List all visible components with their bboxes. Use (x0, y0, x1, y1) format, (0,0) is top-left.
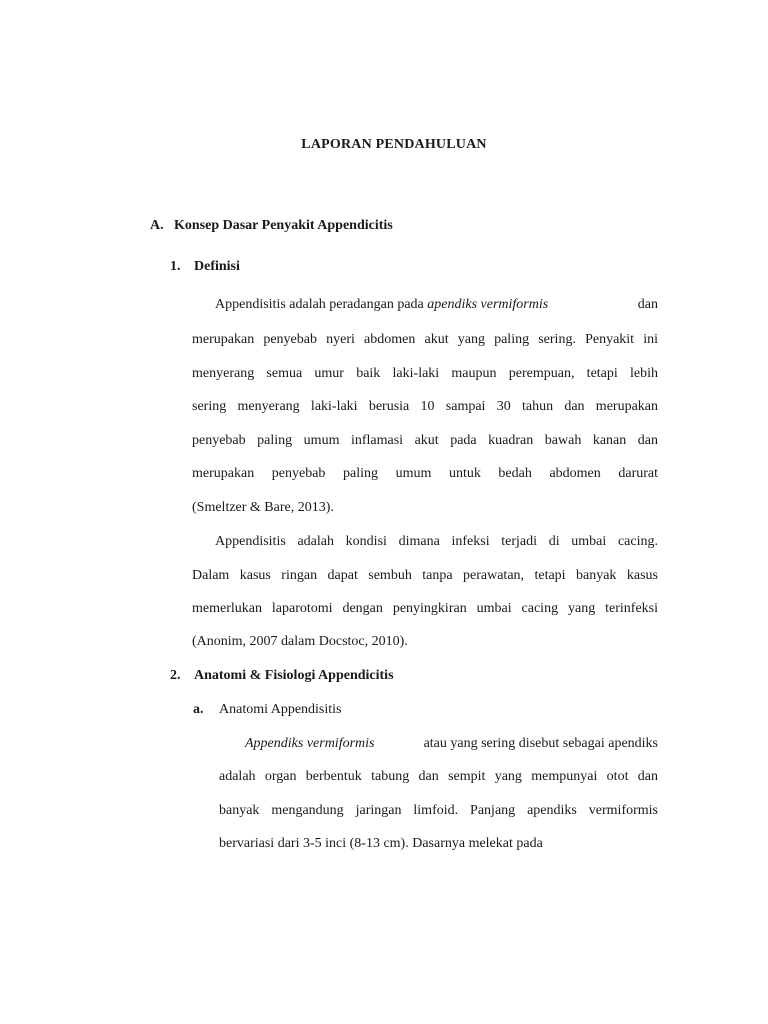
para3-line3: banyak mengandung jaringan limfoid. Panjang apendiks vermiformis (219, 803, 658, 818)
para3-line1-text: atau yang sering disebut sebagai apendiks (420, 736, 658, 751)
section-a-marker: A. (150, 218, 164, 233)
sub2-heading (170, 668, 394, 684)
para1-line4: sering menyerang laki-laki berusia 10 sampai 30 tahun dan merupakan (192, 399, 658, 414)
para1-line6: merupakan penyebab paling umum untuk bedah abdomen darurat (192, 466, 658, 481)
para1-line3: menyerang semua umur baik laki-laki maupun perempuan, tetapi lebih (192, 366, 658, 381)
sub2a-marker: a. (193, 702, 204, 717)
para1-line1-text-a: Appendisitis adalah peradangan pada (215, 297, 428, 312)
sub1-heading (170, 259, 240, 275)
para3-line1-emphasis: Appendiks vermiformis (245, 736, 375, 751)
para1-line7: (Smeltzer & Bare, 2013). (192, 500, 334, 515)
para2-line1: Appendisitis adalah kondisi dimana infeksi terjadi di umbai cacing. (215, 534, 658, 549)
para1-line1-text-b: dan (634, 297, 658, 312)
sub1-marker: 1. (170, 259, 181, 274)
sub1-title: Definisi (194, 259, 240, 274)
section-a-heading (150, 218, 393, 234)
para2-line2: Dalam kasus ringan dapat sembuh tanpa perawatan, tetapi banyak kasus (192, 568, 658, 583)
section-a-title: Konsep Dasar Penyakit Appendicitis (174, 218, 393, 233)
sub2a-title: Anatomi Appendisitis (219, 702, 342, 717)
para2-line4: (Anonim, 2007 dalam Docstoc, 2010). (192, 634, 408, 649)
para1-line1-emphasis: apendiks vermiformis (427, 297, 549, 312)
para1-line2: merupakan penyebab nyeri abdomen akut yang paling sering. Penyakit ini (192, 332, 658, 347)
sub2-title: Anatomi & Fisiologi Appendicitis (194, 668, 394, 683)
sub2-marker: 2. (170, 668, 181, 683)
para1-line1 (215, 297, 658, 313)
para3-line2: adalah organ berbentuk tabung dan sempit yang mempunyai otot dan (219, 769, 658, 784)
page-title: LAPORAN PENDAHULUAN (301, 137, 487, 152)
sub2a-heading (193, 702, 342, 718)
para1-line5: penyebab paling umum inflamasi akut pada kuadran bawah kanan dan (192, 433, 658, 448)
para3-line4: bervariasi dari 3-5 inci (8-13 cm). Dasarnya melekat pada (219, 836, 543, 851)
para3-line1 (245, 736, 658, 752)
para2-line3: memerlukan laparotomi dengan penyingkiran umbai cacing yang terinfeksi (192, 601, 658, 616)
